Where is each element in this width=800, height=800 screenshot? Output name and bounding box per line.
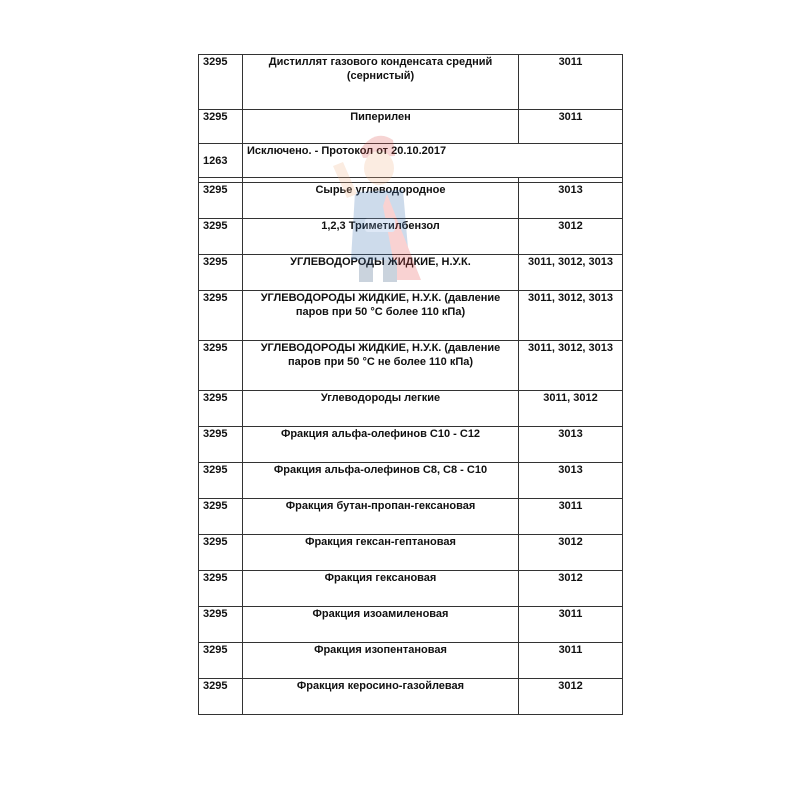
un-code: 3295 bbox=[199, 183, 243, 219]
class-codes: 3011, 3012, 3013 bbox=[519, 341, 623, 391]
class-codes: 3013 bbox=[519, 427, 623, 463]
substance-name: Фракция альфа-олефинов С10 - С12 bbox=[243, 427, 519, 463]
un-code: 3295 bbox=[199, 427, 243, 463]
class-codes: 3011 bbox=[519, 110, 623, 144]
class-codes: 3013 bbox=[519, 463, 623, 499]
table-row bbox=[199, 110, 623, 144]
un-code: 3295 bbox=[199, 55, 243, 110]
substance-name: Фракция изопентановая bbox=[243, 643, 519, 679]
table-row bbox=[199, 183, 623, 219]
un-code: 3295 bbox=[199, 679, 243, 715]
table-row bbox=[199, 679, 623, 715]
class-codes: 3011 bbox=[519, 607, 623, 643]
table-row bbox=[199, 219, 623, 255]
substance-name: УГЛЕВОДОРОДЫ ЖИДКИЕ, Н.У.К. (давление паров при 50 °С более 110 кПа) bbox=[243, 291, 519, 341]
class-codes: 3011, 3012, 3013 bbox=[519, 255, 623, 291]
class-codes: 3011, 3012 bbox=[519, 391, 623, 427]
class-codes: 3011 bbox=[519, 643, 623, 679]
un-code: 3295 bbox=[199, 341, 243, 391]
substance-name: Фракция гексановая bbox=[243, 571, 519, 607]
table-row bbox=[199, 463, 623, 499]
table-row bbox=[199, 391, 623, 427]
class-codes: 3012 bbox=[519, 571, 623, 607]
substance-name: Дистиллят газового конденсата средний (сернистый) bbox=[243, 55, 519, 110]
table-row bbox=[199, 571, 623, 607]
substance-name: Фракция альфа-олефинов С8, С8 - С10 bbox=[243, 463, 519, 499]
un-code: 3295 bbox=[199, 499, 243, 535]
un-code: 3295 bbox=[199, 607, 243, 643]
class-codes: 3012 bbox=[519, 679, 623, 715]
un-code: 3295 bbox=[199, 391, 243, 427]
substance-name: Фракция керосино-газойлевая bbox=[243, 679, 519, 715]
class-codes: 3012 bbox=[519, 535, 623, 571]
table-row bbox=[199, 499, 623, 535]
substance-name: Сырье углеводородное bbox=[243, 183, 519, 219]
substance-name: УГЛЕВОДОРОДЫ ЖИДКИЕ, Н.У.К. bbox=[243, 255, 519, 291]
un-code: 3295 bbox=[199, 291, 243, 341]
un-code: 3295 bbox=[199, 643, 243, 679]
un-code: 3295 bbox=[199, 571, 243, 607]
substance-name: Пиперилен bbox=[243, 110, 519, 144]
class-codes: 3013 bbox=[519, 183, 623, 219]
un-code: 3295 bbox=[199, 219, 243, 255]
class-codes: 3011 bbox=[519, 499, 623, 535]
un-code: 1263 bbox=[199, 144, 243, 178]
table-row bbox=[199, 341, 623, 391]
substance-name: Фракция гексан-гептановая bbox=[243, 535, 519, 571]
substance-name: Углеводороды легкие bbox=[243, 391, 519, 427]
table-row bbox=[199, 607, 623, 643]
table-row bbox=[199, 255, 623, 291]
un-code: 3295 bbox=[199, 463, 243, 499]
substances-table bbox=[198, 54, 623, 715]
class-codes: 3012 bbox=[519, 219, 623, 255]
table-row bbox=[199, 291, 623, 341]
substance-name: УГЛЕВОДОРОДЫ ЖИДКИЕ, Н.У.К. (давление паров при 50 °С не более 110 кПа) bbox=[243, 341, 519, 391]
table-row bbox=[199, 643, 623, 679]
class-codes: 3011, 3012, 3013 bbox=[519, 291, 623, 341]
exclusion-note: Исключено. - Протокол от 20.10.2017 bbox=[243, 144, 623, 178]
substance-name: Фракция изоамиленовая bbox=[243, 607, 519, 643]
table-row bbox=[199, 55, 623, 110]
substance-name: 1,2,3 Триметилбензол bbox=[243, 219, 519, 255]
un-code: 3295 bbox=[199, 110, 243, 144]
class-codes: 3011 bbox=[519, 55, 623, 110]
un-code: 3295 bbox=[199, 255, 243, 291]
table-row bbox=[199, 535, 623, 571]
table-row bbox=[199, 427, 623, 463]
un-code: 3295 bbox=[199, 535, 243, 571]
table-row bbox=[199, 144, 623, 178]
substance-name: Фракция бутан-пропан-гексановая bbox=[243, 499, 519, 535]
